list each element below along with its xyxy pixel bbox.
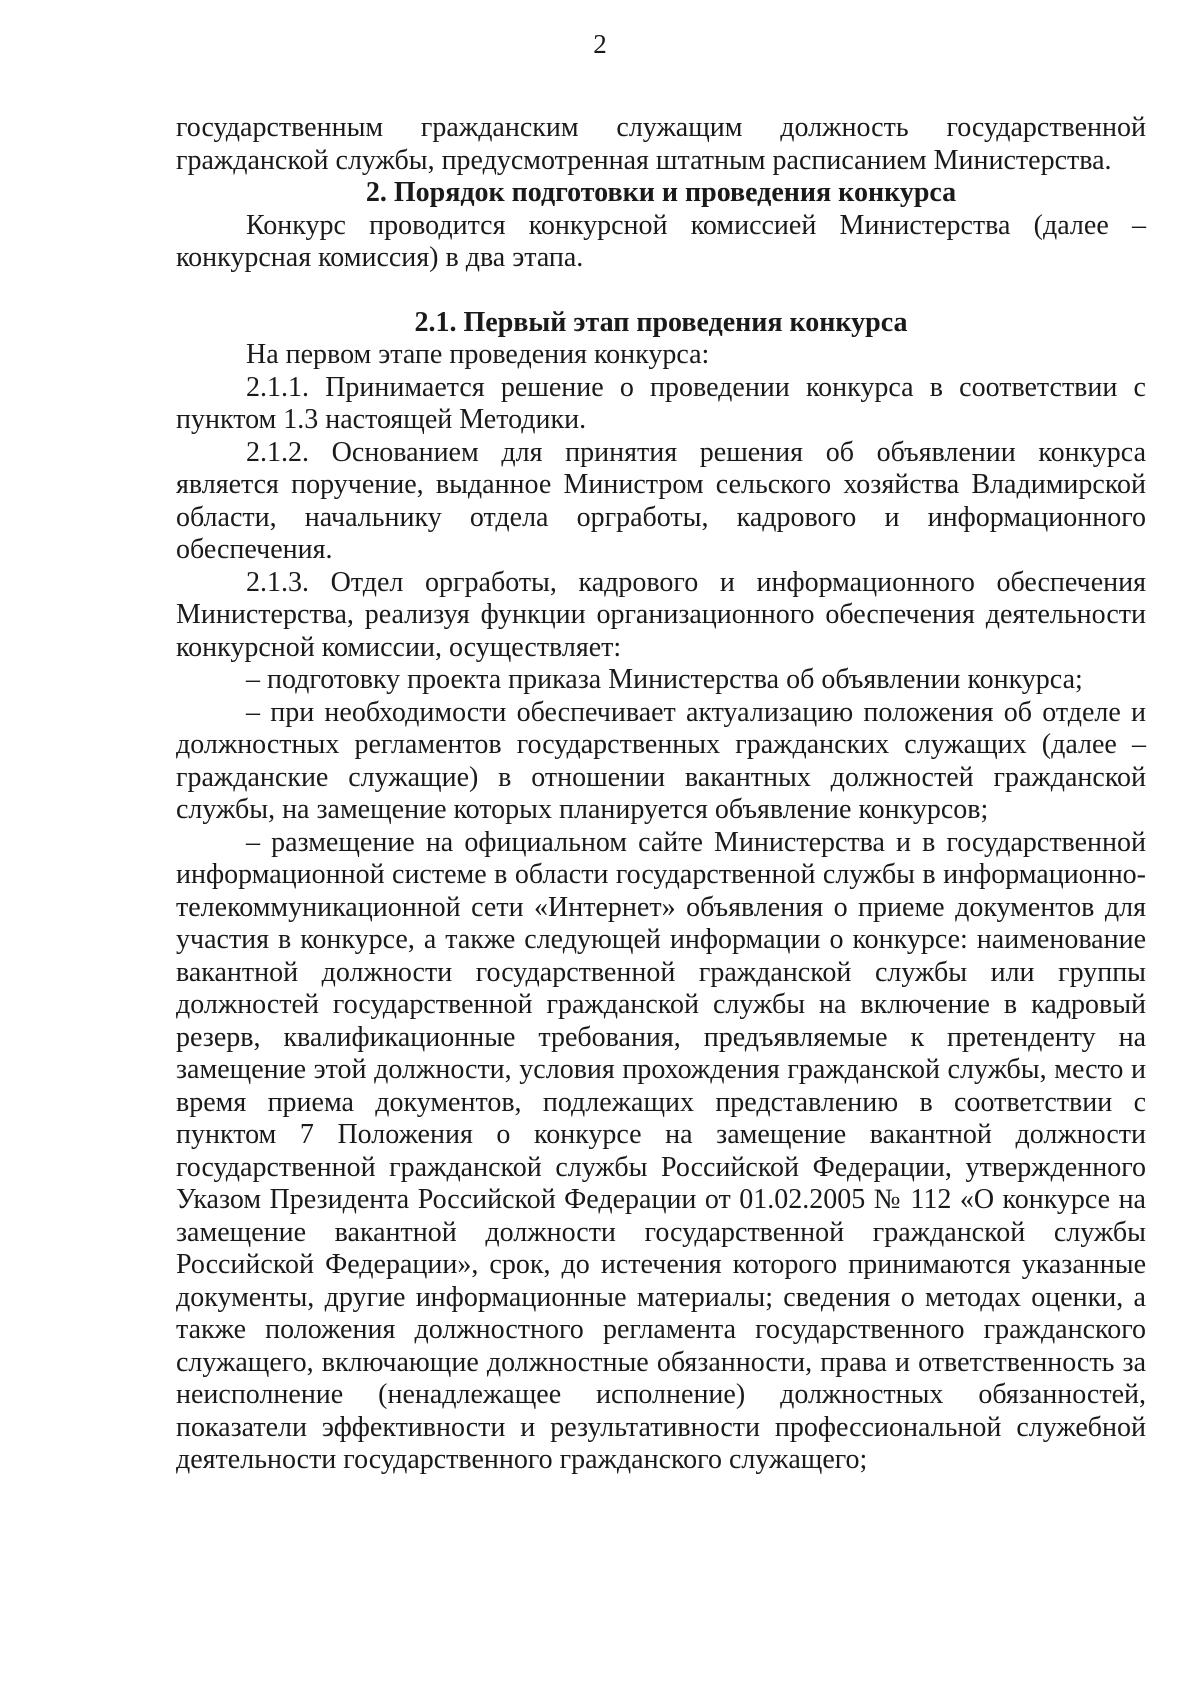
subsection-heading: 2.1. Первый этап проведения конкурса — [414, 306, 908, 338]
page-number: 2 — [593, 29, 607, 59]
clause-2-1-1: 2.1.1. Принимается решение о проведении конкурса в соответствии с пунктом 1.3 настоящей Методики. — [176, 371, 1146, 435]
clause-2-1-3: 2.1.3. Отдел оргработы, кадрового и информационного обеспечения Министерства, реализуя функции организационного обеспечения деятельности конкурсной комиссии, осуществляет: — [176, 566, 1146, 663]
list-item: – размещение на официальном сайте Министерства и в государственной информационной системе в области государственной службы в информационно-телекоммуникационной сети «Интернет» объявления о приеме документов для участия в конкурсе, а также следующей информации о конкурсе: наименование вакантной должности государственной гражданской службы или группы должностей государственной гражданской службы на включение в кадровый резерв, квалификационные требования, предъявляемые к претенденту на замещение этой должности, условия прохождения гражданской службы, место и время приема документов, подлежащих представлению в соответствии с пунктом 7 Положения о конкурсе на замещение вакантной должности государственной гражданской службы Российской Федерации, утвержденного Указом Президента Российской Федерации от 01.02.2005 № 112 «О конкурсе на замещение вакантной должности государственной гражданской службы Российской Федерации», срок, до истечения которого принимаются указанные документы, другие информационные материалы; сведения о методах оценки, а также положения должностного регламента государственного гражданского служащего, включающие должностные обязанности, права и ответственность за неисполнение (ненадлежащее исполнение) должностных обязанностей, показатели эффективности и результативности профессиональной служебной деятельности государственного гражданского служащего; — [176, 826, 1146, 1475]
section-heading: 2. Порядок подготовки и проведения конкурса — [365, 177, 957, 208]
list-item: – подготовку проекта приказа Министерства об объявлении конкурса; — [246, 664, 1083, 695]
clause-2-1-2: 2.1.2. Основанием для принятия решения об объявлении конкурса является поручение, выданное Министром сельского хозяйства Владимирской области, начальнику отдела оргработы, кадрового и информационного обеспечения. — [176, 436, 1146, 565]
spacer — [176, 275, 1146, 307]
list-item: – при необходимости обеспечивает актуализацию положения об отделе и должностных регламентов государственных гражданских служащих (далее – гражданские служащие) в отношении вакантных должностей гражданской службы, на замещение которых планируется объявление конкурсов; — [176, 696, 1146, 825]
paragraph-continuation: государственным гражданским служащим должность государственной гражданской службы, предусмотренная штатным расписанием Министерства. — [176, 112, 1146, 176]
paragraph: На первом этапе проведения конкурса: — [246, 339, 710, 370]
paragraph: Конкурс проводится конкурсной комиссией Министерства (далее – конкурсная комиссия) в два этапа. — [176, 209, 1146, 273]
document-body — [176, 112, 1146, 1477]
